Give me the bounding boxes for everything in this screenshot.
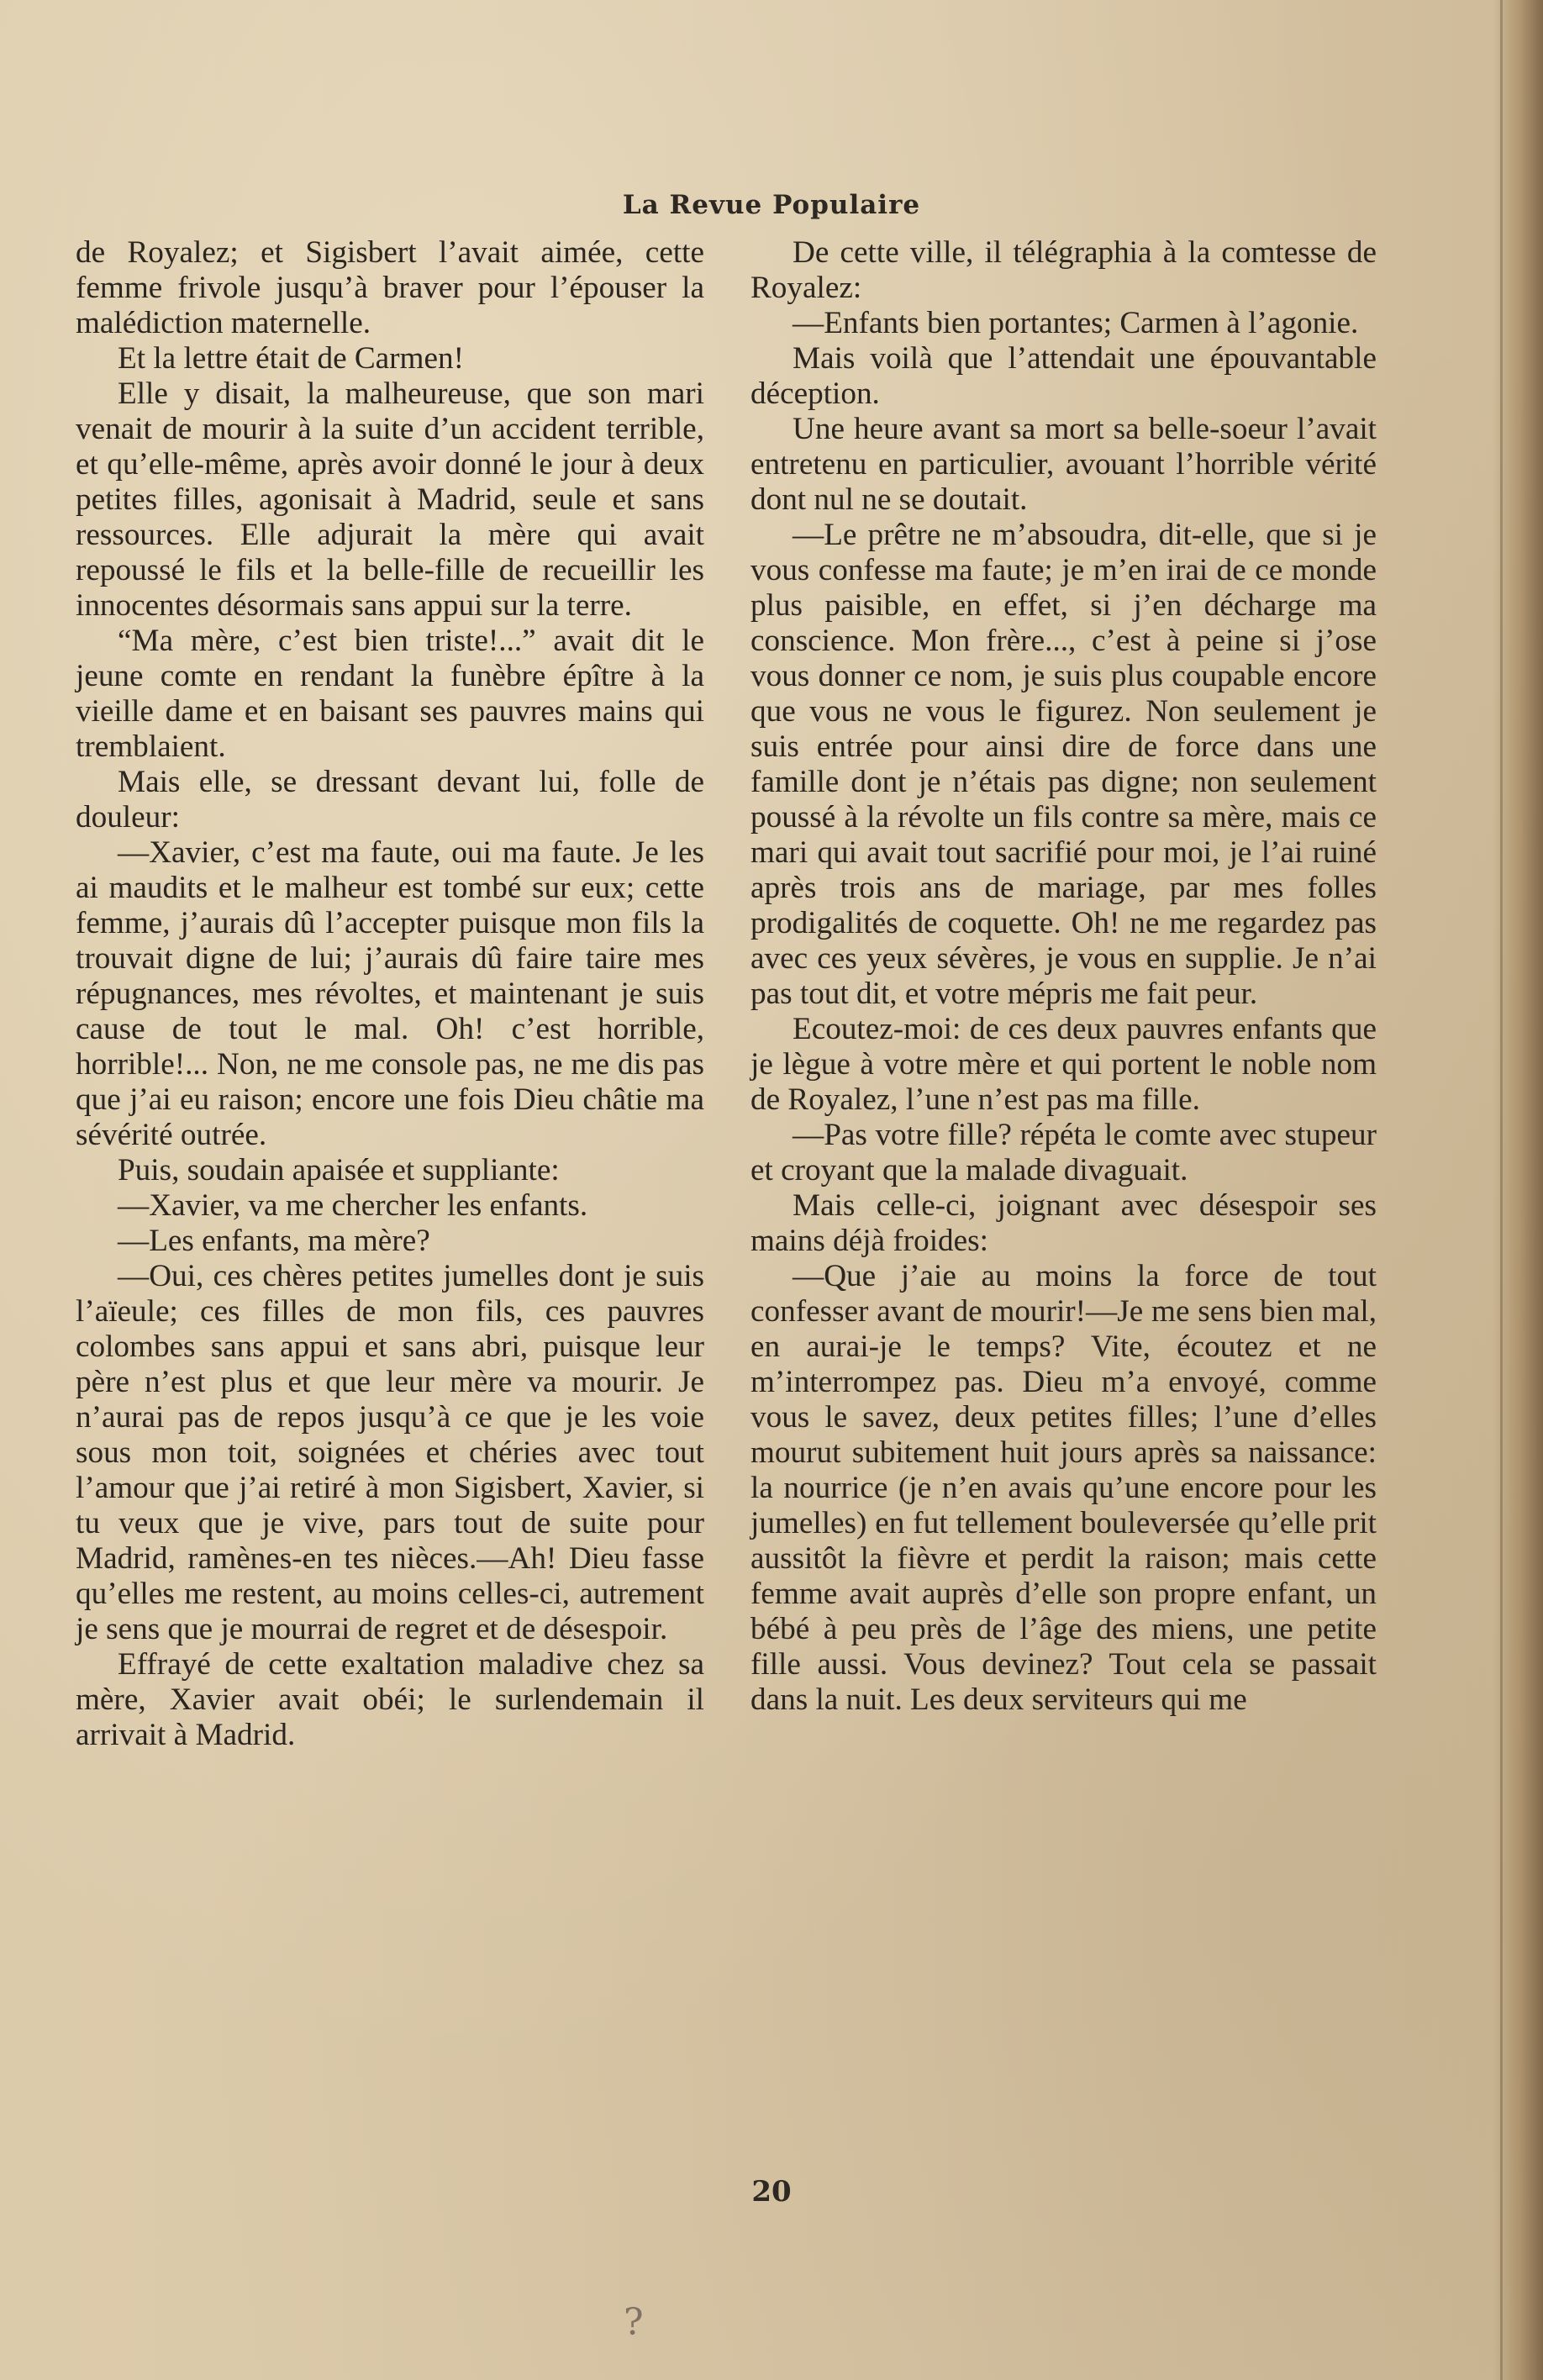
paragraph: —Le prêtre ne m’absoudra, dit-elle, que si je vous confesse ma faute; je m’en irai de ce monde plus paisible, en effet, si j’en décharge ma conscience. Mon frère..., c’est à peine si j’ose vous donner ce nom, je suis plus coupable encore que vous ne vous le figurez. Non seulement je suis entrée pour ainsi dire de force dans une famille dont je n’étais pas digne; non seulement poussé à la révolte un fils contre sa mère, mais ce mari qui avait tout sacrifié pour moi, je l’ai ruiné après trois ans de mariage, par mes folles prodigalités de coquette. Oh! ne me regardez pas avec ces yeux sévères, je vous en supplie. Je n’ai pas tout dit, et votre mépris me fait peur. — [750, 518, 1377, 1011]
page-edge-line — [1500, 0, 1503, 2380]
paragraph: Mais elle, se dressant devant lui, folle de douleur: — [76, 765, 704, 835]
paragraph: Mais voilà que l’attendait une épouvantable déception. — [750, 341, 1377, 411]
paragraph: De cette ville, il télégraphia à la comtesse de Royalez: — [750, 235, 1377, 305]
stray-ink-mark: ? — [624, 2301, 644, 2344]
paragraph: —Les enfants, ma mère? — [118, 1224, 430, 1258]
paragraph: Mais celle-ci, joignant avec désespoir ses mains déjà froides: — [750, 1188, 1377, 1258]
running-header: La Revue Populaire — [622, 190, 921, 220]
paragraph: —Xavier, va me chercher les enfants. — [118, 1188, 588, 1223]
paragraph: Elle y disait, la malheureuse, que son mari venait de mourir à la suite d’un accident terrible, et qu’elle-même, après avoir donné le jour à deux petites filles, agonisait à Madrid, seule et sans ressources. Elle adjurait la mère qui avait repoussé le fils et la belle-fille de recueillir les innocentes désormais sans appui sur la terre. — [76, 376, 704, 623]
paragraph: Ecoutez-moi: de ces deux pauvres enfants que je lègue à votre mère et qui portent le noble nom de Royalez, l’une n’est pas ma fille. — [750, 1012, 1377, 1117]
right-column — [750, 235, 1377, 1718]
page-number: 20 — [751, 2175, 792, 2209]
paragraph: Effrayé de cette exaltation maladive chez sa mère, Xavier avait obéi; le surlendemain il arrivait à Madrid. — [76, 1647, 704, 1752]
paragraph: —Que j’aie au moins la force de tout confesser avant de mourir!—Je me sens bien mal, en aurai-je le temps? Vite, écoutez et ne m’interrompez pas. Dieu m’a envoyé, comme vous le savez, deux petites filles; l’une d’elles mourut subitement huit jours après sa naissance: la nourrice (je n’en avais qu’une encore pour les jumelles) en fut tellement bouleversée qu’elle prit aussitôt la fièvre et perdit la raison; mais cette femme avait auprès d’elle son propre enfant, un bébé à peu près de l’âge des miens, une petite fille aussi. Vous devinez? Tout cela se passait dans la nuit. Les deux serviteurs qui me — [750, 1259, 1377, 1717]
paragraph: —Pas votre fille? répéta le comte avec stupeur et croyant que la malade divaguait. — [750, 1118, 1377, 1187]
paragraph: Une heure avant sa mort sa belle-soeur l’avait entretenu en particulier, avouant l’horrible vérité dont nul ne se doutait. — [750, 412, 1377, 517]
paragraph: —Xavier, c’est ma faute, oui ma faute. Je les ai maudits et le malheur est tombé sur eux; cette femme, j’aurais dû l’accepter puisque mon fils la trouvait digne de lui; j’aurais dû faire taire mes répugnances, mes révoltes, et maintenant je suis cause de tout le mal. Oh! c’est horrible, horrible!... Non, ne me console pas, ne me dis pas que j’ai eu raison; encore une fois Dieu châtie ma sévérité outrée. — [76, 835, 704, 1152]
paragraph: Puis, soudain apaisée et suppliante: — [118, 1153, 560, 1187]
paragraph: Et la lettre était de Carmen! — [118, 341, 464, 376]
left-column — [76, 235, 704, 1753]
paragraph: —Enfants bien portantes; Carmen à l’agonie. — [793, 306, 1359, 340]
paragraph: de Royalez; et Sigisbert l’avait aimée, cette femme frivole jusqu’à braver pour l’épouser la malédiction maternelle. — [76, 235, 704, 340]
paragraph: “Ma mère, c’est bien triste!...” avait dit le jeune comte en rendant la funèbre épître à la vieille dame et en baisant ses pauvres mains qui tremblaient. — [76, 624, 704, 764]
paragraph: —Oui, ces chères petites jumelles dont je suis l’aïeule; ces filles de mon fils, ces pauvres colombes sans appui et sans abri, puisque leur père n’est plus et que leur mère va mourir. Je n’aurai pas de repos jusqu’à ce que je les voie sous mon toit, soignées et chéries avec tout l’amour que j’ai retiré à mon Sigisbert, Xavier, si tu veux que je vive, pars tout de suite pour Madrid, ramènes-en tes nièces.—Ah! Dieu fasse qu’elles me restent, au moins celles-ci, autrement je sens que je mourrai de regret et de désespoir. — [76, 1259, 704, 1646]
